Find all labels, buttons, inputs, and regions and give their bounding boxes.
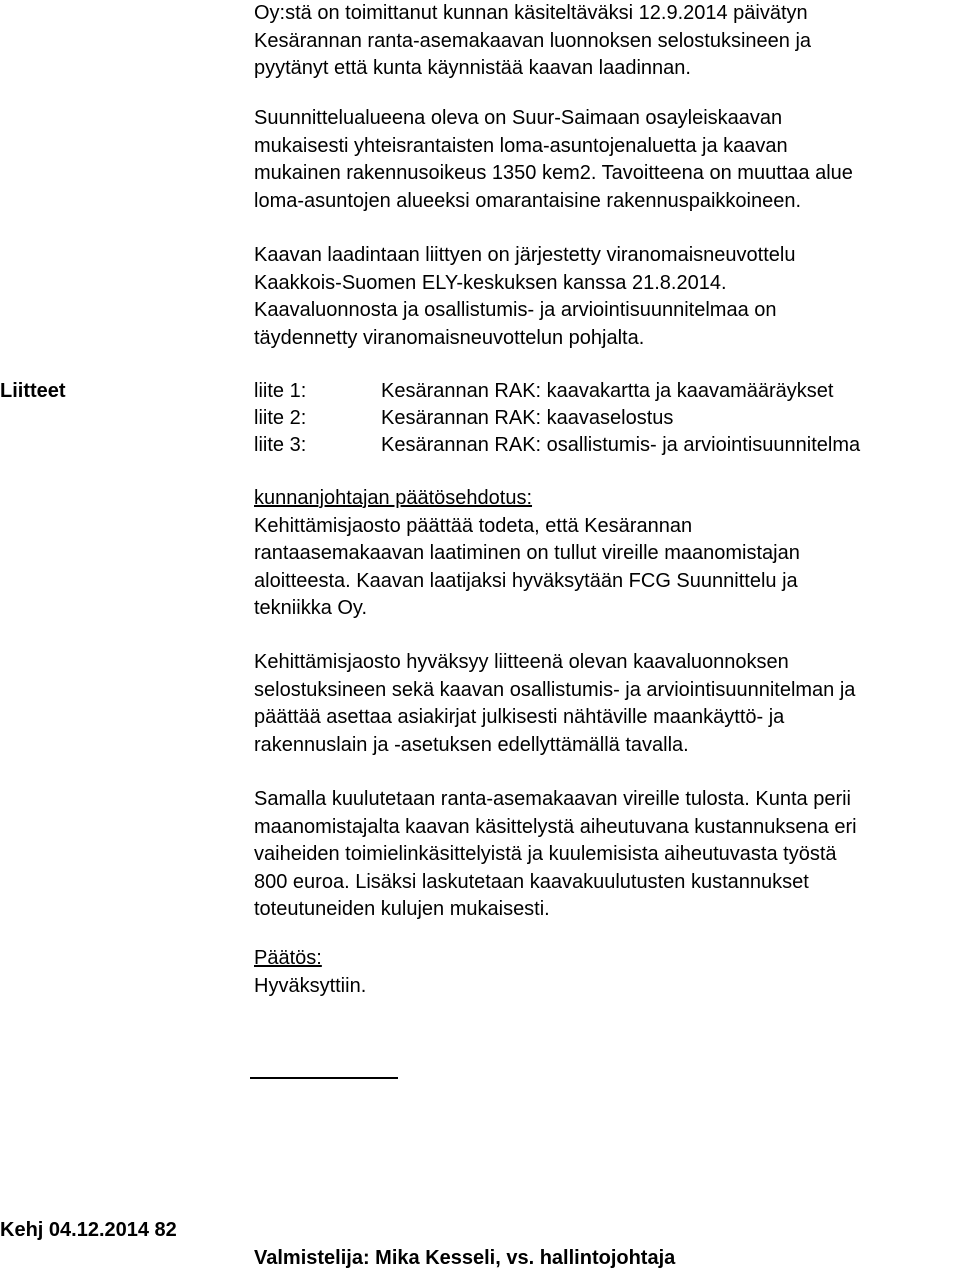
text-line: mukaisesti yhteisrantaisten loma-asuntojenaluetta ja kaavan xyxy=(254,134,788,157)
intro-paragraph xyxy=(254,0,960,83)
text-line: tekniikka Oy. xyxy=(254,597,367,619)
planning-area-paragraph xyxy=(254,105,960,215)
text-line: vaiheiden toimielinkäsittelyistä ja kuulemisista aiheutuvasta työstä xyxy=(254,843,837,865)
text-line: päättää asettaa asiakirjat julkisesti nähtäville maankäyttö- ja xyxy=(254,706,785,728)
text-line: Kaakkois-Suomen ELY-keskuksen kanssa 21.8.2014. xyxy=(254,271,727,294)
text-line: loma-asuntojen alueeksi omarantaisine rakennuspaikkoineen. xyxy=(254,189,802,212)
text-line: Kesärannan ranta-asemakaavan luonnoksen selostuksineen ja xyxy=(254,29,812,52)
text-line: Kehittämisjaosto päättää todeta, että Kesärannan xyxy=(254,514,693,537)
attachment-label: liite 2: xyxy=(254,407,307,429)
attachment-title: Kesärannan RAK: kaavaselostus xyxy=(381,407,674,429)
proposal-paragraph-2 xyxy=(254,649,960,759)
text-line: Kaavan laadintaan liittyen on järjestetty viranomaisneuvottelu xyxy=(254,244,796,266)
decision-text: Hyväksyttiin. xyxy=(254,974,367,997)
text-line: aloitteesta. Kaavan laatijaksi hyväksytään FCG Suunnittelu ja xyxy=(254,569,798,592)
consultation-paragraph xyxy=(254,242,960,352)
text-line: Suunnittelualueena oleva on Suur-Saimaan osayleiskaavan xyxy=(254,107,783,129)
text-line: selostuksineen sekä kaavan osallistumis- ja arviointisuunnitelman ja xyxy=(254,678,856,701)
decision-heading: Päätös: xyxy=(254,947,322,969)
decision-section xyxy=(254,945,960,1000)
signature-line xyxy=(250,1077,398,1079)
text-line: Kehittämisjaosto hyväksyy liitteenä olevan kaavaluonnoksen xyxy=(254,651,789,673)
attachment-label: liite 1: xyxy=(254,380,307,402)
text-line: Oy:stä on toimittanut kunnan käsiteltäväksi 12.9.2014 päivätyn xyxy=(254,2,808,24)
text-line: Kaavaluonnosta ja osallistumis- ja arviointisuunnitelmaa on xyxy=(254,299,777,321)
text-line: rakennuslain ja -asetuksen edellyttämällä tavalla. xyxy=(254,733,689,756)
text-line: 800 euroa. Lisäksi laskutetaan kaavakuulutusten kustannukset xyxy=(254,870,809,893)
text-line: maanomistajalta kaavan käsittelystä aiheutuvana kustannuksena eri xyxy=(254,815,857,838)
proposal-section xyxy=(254,485,960,623)
attachment-title: Kesärannan RAK: osallistumis- ja arviointisuunnitelma xyxy=(381,434,861,456)
attachment-title: Kesärannan RAK: kaavakartta ja kaavamääräykset xyxy=(381,380,834,402)
text-line: toteutuneiden kulujen mukaisesti. xyxy=(254,898,550,920)
text-line: rantaasemakaavan laatiminen on tullut vireille maanomistajan xyxy=(254,542,800,564)
text-line: pyytänyt että kunta käynnistää kaavan laadinnan. xyxy=(254,57,691,79)
proposal-paragraph-3 xyxy=(254,786,960,924)
attachments-heading: Liitteet xyxy=(0,380,66,402)
proposal-heading: kunnanjohtajan päätösehdotus: xyxy=(254,487,533,509)
text-line: täydennetty viranomaisneuvottelun pohjalta. xyxy=(254,326,645,349)
attachment-label: liite 3: xyxy=(254,434,307,456)
meeting-reference: Kehj 04.12.2014 82 xyxy=(0,1219,177,1241)
preparer-line: Valmistelija: Mika Kesseli, vs. hallintojohtaja xyxy=(254,1247,676,1269)
text-line: mukainen rakennusoikeus 1350 kem2. Tavoitteena on muuttaa alue xyxy=(254,162,853,184)
text-line: Samalla kuulutetaan ranta-asemakaavan vireille tulosta. Kunta perii xyxy=(254,788,852,810)
